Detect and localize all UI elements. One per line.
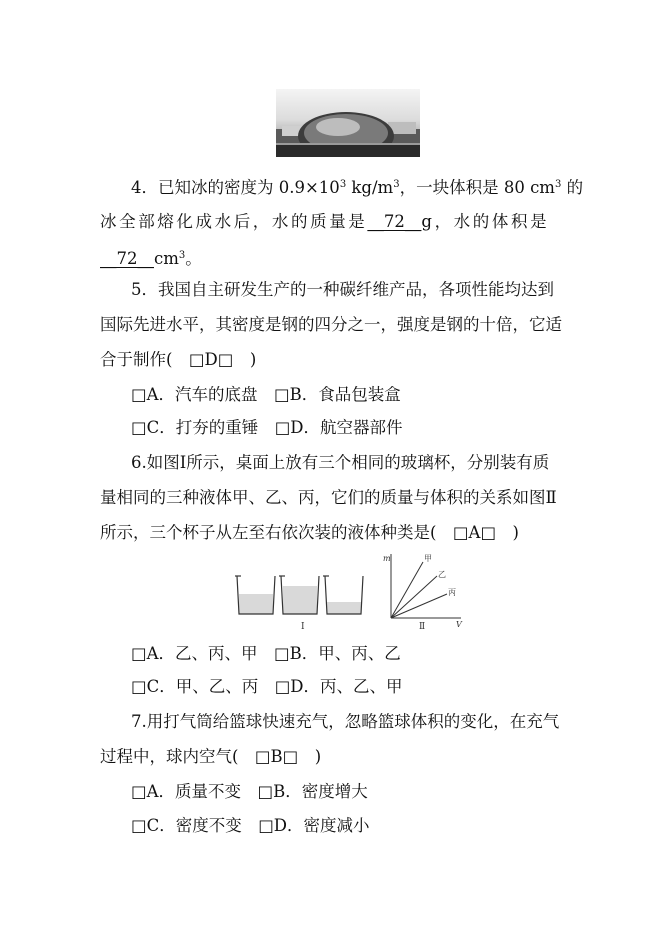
q5-line-2: 国际先进水平，其密度是钢的四分之一，强度是钢的十倍，它适 (100, 315, 562, 334)
q6-figure (233, 552, 463, 632)
q4-answer-volume: __72__ (100, 249, 154, 268)
q4-number: 4． (131, 178, 158, 197)
q4-text-1a: 已知冰的密度为 0.9×10 (158, 178, 340, 197)
q6-options-ab: □A．乙、丙、甲 □B．甲、丙、乙 (131, 644, 401, 663)
q6-line-3: 所示，三个杯子从左至右依次装的液体种类是( □A□ ) (100, 523, 519, 542)
q7-options-ab: □A．质量不变 □B．密度增大 (131, 782, 368, 801)
q4-text-1c: ，一块体积是 80 cm (399, 178, 555, 197)
q4-text-2b: g，水的体积是 (421, 212, 550, 231)
q4-text-1b: kg/m (346, 178, 394, 197)
q4-line-3 (100, 245, 202, 270)
q4-exp-2: 3 (393, 179, 400, 190)
line-label-jia: 甲 (424, 554, 432, 563)
q6-line-1: 6.如图Ⅰ所示，桌面上放有三个相同的玻璃杯，分别装有质 (131, 453, 550, 472)
q4-line-2 (100, 211, 549, 233)
building-photo (276, 89, 420, 157)
q5-line-3: 合于制作( □D□ ) (100, 350, 257, 369)
q7-line-1: 7.用打气筒给篮球快速充气，忽略篮球体积的变化，在充气 (131, 712, 560, 731)
axis-y-label: m (383, 554, 391, 563)
q4-text-2a: 冰全部熔化成水后，水的质量是 (100, 212, 368, 231)
q6-options-cd: □C．甲、乙、丙 □D．丙、乙、甲 (131, 677, 403, 696)
figure-label-ii: Ⅱ (419, 622, 426, 632)
q6-line-2: 量相同的三种液体甲、乙、丙，它们的质量与体积的关系如图Ⅱ (100, 488, 557, 507)
line-label-bing: 丙 (448, 588, 456, 597)
q7-line-2: 过程中，球内空气( □B□ ) (100, 747, 322, 766)
line-label-yi: 乙 (438, 570, 446, 579)
q5-options-ab: □A．汽车的底盘 □B．食品包装盒 (131, 385, 401, 404)
q4-exp-1: 3 (339, 179, 347, 190)
q4-text-1d: 的 (561, 178, 584, 197)
q6-figure-graphic (233, 552, 463, 632)
q4-exp-3: 3 (554, 179, 562, 190)
axis-x-label: V (456, 620, 462, 629)
q4-answer-mass: __72__ (367, 212, 422, 231)
q4-unit-exp: 3 (178, 250, 186, 261)
q4-line-1 (131, 174, 583, 199)
building-photo-graphic (276, 89, 420, 157)
q4-end-punct: 。 (185, 249, 202, 268)
q7-options-cd: □C．密度不变 □D．密度减小 (131, 816, 370, 835)
q5-options-cd: □C．打夯的重锤 □D．航空器部件 (131, 418, 403, 437)
q5-line-1: 5．我国自主研发生产的一种碳纤维产品，各项性能均达到 (131, 280, 554, 299)
q4-unit: cm (154, 249, 179, 268)
figure-label-i: Ⅰ (301, 622, 305, 632)
